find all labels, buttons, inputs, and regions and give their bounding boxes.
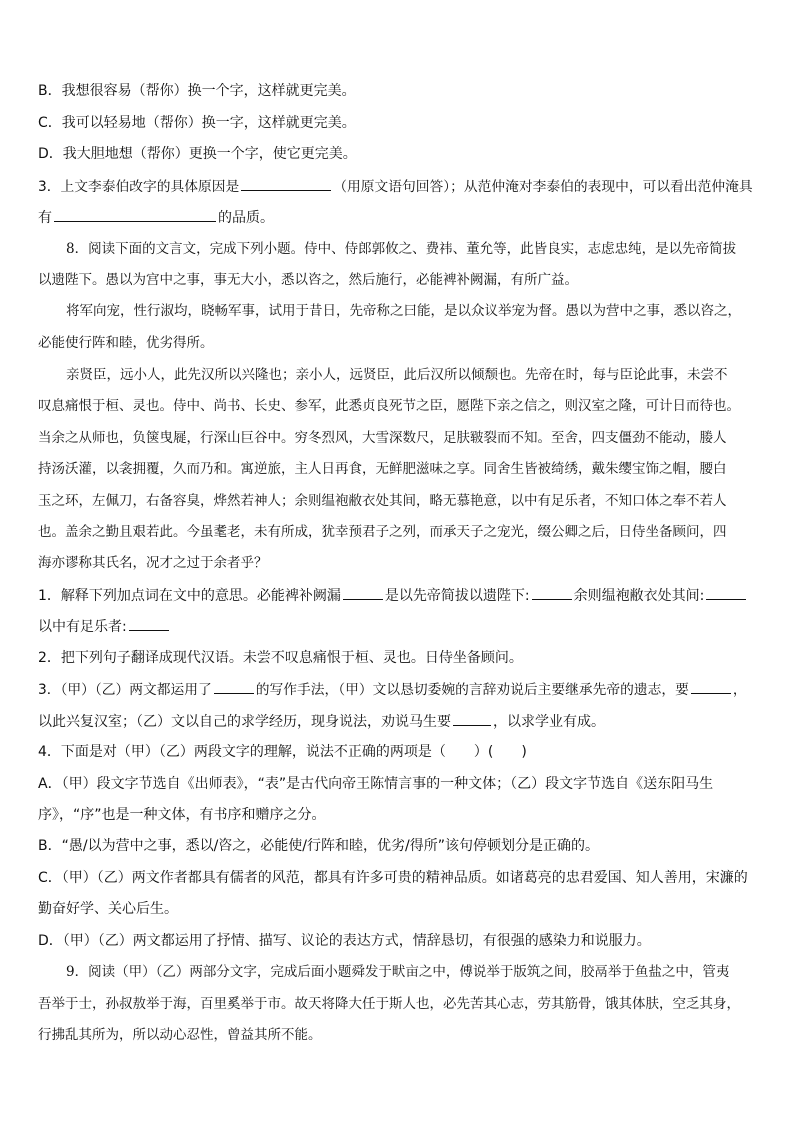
section-9-line: 9．阅读（甲）（乙）两部分文字，完成后面小题舜发于畎亩之中，傅说举于版筑之间，胶鬲举于鱼盐之中，管夷	[66, 964, 730, 980]
passage-line: 持汤沃灌，以衾拥覆，久而乃和。寓逆旅，主人日再食，无鲜肥滋味之享。同舍生皆被绮绣，戴朱缨宝饰之帽，腰白	[38, 461, 727, 477]
passage-line: 海亦谬称其氏名，况才之过于余者乎？	[38, 555, 268, 571]
question-2: 2．把下列句子翻译成现代汉语。未尝不叹息痛恨于桓、灵也。日侍坐备顾问。	[38, 650, 523, 666]
q3-prev-text-1: 3．上文李泰伯改字的具体原因是	[38, 179, 240, 195]
q1-text: 以中有足乐者:	[38, 619, 127, 635]
section-9-line: 吾举于士，孙叔敖举于海，百里奚举于市。故天将降大任于斯人也，必先苦其心志，劳其筋骨，饿其体肤，空乏其身，	[38, 996, 740, 1012]
passage-line: 将军向宠，性行淑均，晓畅军事，试用于昔日，先帝称之曰能，是以众议举宠为督。愚以为营中之事，悉以咨之，	[66, 303, 741, 319]
option-b: B．我想很容易（帮你）换一个字，这样就更完美。	[38, 83, 356, 99]
answer-blank[interactable]	[706, 586, 746, 600]
q4-option-d: D．（甲）（乙）两文都运用了抒情、描写、议论的表达方式，情辞恳切，有很强的感染力和说服力。	[38, 933, 651, 949]
passage-line: 当余之从师也，负箧曳屣，行深山巨谷中。穷冬烈风，大雪深数尺，足肤皲裂而不知。至舍，四支僵劲不能动，媵人	[38, 430, 727, 446]
answer-blank[interactable]	[241, 177, 331, 191]
q3-text: 的写作手法，（甲）文以恳切委婉的言辞劝说后主要继承先帝的遗志，要	[255, 682, 689, 698]
question-3-cont	[38, 712, 605, 731]
question-3-prev	[38, 177, 753, 196]
passage-line: 必能使行阵和睦，优劣得所。	[38, 335, 214, 351]
q3-text: 3．（甲）（乙）两文都运用了	[38, 682, 212, 698]
q4-option-b: B．“愚/以为营中之事，悉以/咨之，必能使/行阵和睦，优劣/得所”该句停顿划分是正确的。	[38, 838, 599, 854]
answer-blank[interactable]	[214, 680, 254, 694]
q3-prev-text-4: 的品质。	[218, 210, 274, 226]
answer-blank[interactable]	[54, 208, 216, 222]
q4-option-c-cont: 勤奋好学、关心后生。	[38, 901, 178, 917]
q3-prev-text-3: 有	[38, 210, 52, 226]
q1-text: 是以先帝简拔以遗陛下:	[384, 588, 530, 604]
section-8-intro-line: 8．阅读下面的文言文，完成下列小题。侍中、侍郎郭攸之、费祎、董允等，此皆良实，志虑忠纯，是以先帝简拔	[66, 241, 737, 257]
question-3	[38, 680, 747, 699]
answer-blank[interactable]	[453, 712, 491, 726]
question-1	[38, 586, 748, 605]
passage-line: 也。盖余之勤且艰若此。今虽耄老，未有所成，犹幸预君子之列，而承天子之宠光，缀公卿之后，日侍坐备顾问，四	[38, 524, 727, 540]
question-1-cont	[38, 617, 171, 636]
section-8-intro-line: 以遗陛下。愚以为宫中之事，事无大小，悉以咨之，然后施行，必能裨补阙漏，有所广益。	[38, 272, 578, 288]
answer-blank[interactable]	[343, 586, 383, 600]
passage-line: 亲贤臣，远小人，此先汉所以兴隆也；亲小人，远贤臣，此后汉所以倾颓也。先帝在时，每与臣论此事，未尝不	[66, 367, 728, 383]
answer-blank[interactable]	[691, 680, 731, 694]
passage-line: 叹息痛恨于桓、灵也。侍中、尚书、长史、参军，此悉贞良死节之臣，愿陛下亲之信之，则汉室之隆，可计日而待也。	[38, 398, 740, 414]
question-4: 4．下面是对（甲）（乙）两段文字的理解，说法不正确的两项是（ ）( )	[38, 744, 527, 760]
q1-text: 1．解释下列加点词在文中的意思。必能裨补阙漏	[38, 588, 341, 604]
q1-text: 余则缊袍敝衣处其间:	[573, 588, 705, 604]
q3-text: ，以求学业有成。	[493, 714, 605, 730]
q4-option-a: A．（甲）段文字节选自《出师表》，“表”是古代向帝王陈情言事的一种文体；（乙）段文字节选自《送东阳马生	[38, 776, 714, 792]
option-d: D．我大胆地想（帮你）更换一个字，使它更完美。	[38, 146, 357, 162]
answer-blank[interactable]	[129, 617, 169, 631]
section-9-line: 行拂乱其所为，所以动心忍性，曾益其所不能。	[38, 1027, 322, 1043]
question-3-prev-cont	[38, 208, 274, 227]
passage-line: 玉之环，左佩刀，右备容臭，烨然若神人；余则缊袍敝衣处其间，略无慕艳意，以中有足乐者，不知口体之奉不若人	[38, 493, 727, 509]
q3-prev-text-2: （用原文语句回答）；从范仲淹对李泰伯的表现中，可以看出范仲淹具	[333, 179, 753, 195]
q4-option-c: C．（甲）（乙）两文作者都具有儒者的风范，都具有许多可贵的精神品质。如诸葛亮的忠君爱国、知人善用，宋濂的	[38, 870, 748, 886]
option-c: C．我可以轻易地（帮你）换一字，这样就更完美。	[38, 115, 356, 131]
q3-text: 以此兴复汉室；（乙）文以自己的求学经历，现身说法，劝说马生要	[38, 714, 451, 730]
q3-text: ，	[732, 682, 747, 698]
answer-blank[interactable]	[532, 586, 572, 600]
q4-option-a-cont: 序》，“序”也是一种文体，有书序和赠序之分。	[38, 807, 326, 823]
